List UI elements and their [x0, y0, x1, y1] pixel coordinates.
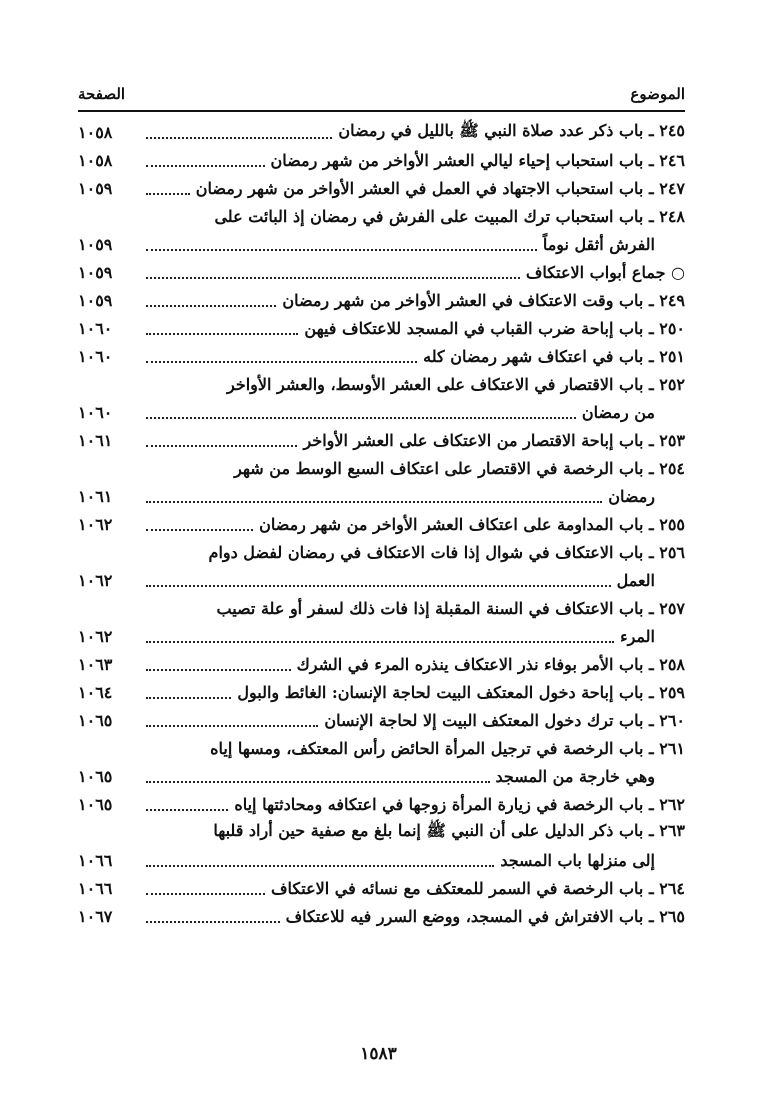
- toc-entry-line: [78, 482, 685, 510]
- toc-entry-title: ٢٦٥ ـ باب الافتراش في المسجد، ووضع السرر فيه للاعتكاف: [285, 906, 685, 926]
- toc-entry-line: [78, 762, 685, 790]
- toc-entry: [78, 286, 685, 314]
- toc-entry: [78, 790, 685, 818]
- toc-entry-title: ٢٥١ ـ باب في اعتكاف شهر رمضان كله: [423, 346, 685, 366]
- toc-entry-line: [78, 454, 685, 482]
- dot-leader: [146, 137, 332, 139]
- dot-leader: [146, 669, 291, 671]
- toc-entry-line: [78, 258, 685, 286]
- toc-section-heading: [78, 258, 685, 286]
- toc-entry-title: ٢٥٥ ـ باب المداومة على اعتكاف العشر الأواخر من شهر رمضان: [259, 514, 685, 534]
- toc-page-number: ١٠٦٠: [78, 346, 113, 366]
- toc-entry-line: [78, 510, 685, 538]
- toc-entry-line: [78, 286, 685, 314]
- dot-leader: [146, 529, 253, 531]
- toc-entry-line: [78, 146, 685, 174]
- toc-entry-title: ○ جماع أبواب الاعتكاف: [525, 262, 685, 282]
- toc-page-number: ١٠٥٨: [78, 150, 113, 170]
- dot-leader: [146, 865, 494, 867]
- toc-entry-title: ٢٦١ ـ باب الرخصة في ترجيل المرأة الحائض رأس المعتكف، ومسها إياه: [210, 738, 685, 758]
- toc-page-number: ١٠٥٩: [78, 262, 113, 282]
- toc-entry: [78, 818, 685, 874]
- toc-entry-line: [78, 426, 685, 454]
- toc-entry-title: ٢٤٨ ـ باب استحباب ترك المبيت على الفرش في رمضان إذ البائت على: [214, 206, 685, 226]
- toc-page-number: ١٠٥٩: [78, 234, 113, 254]
- toc-entry: [78, 538, 685, 594]
- toc-entry-line: [78, 398, 685, 426]
- toc-entry-title: ٢٥٣ ـ باب إباحة الاقتصار من الاعتكاف على العشر الأواخر: [303, 430, 685, 450]
- toc-entry-line: [78, 678, 685, 706]
- toc-entry-title: وهي خارجة من المسجد: [495, 766, 655, 786]
- dot-leader: [146, 893, 265, 895]
- toc-entry-line: [78, 706, 685, 734]
- dot-leader: [146, 921, 280, 923]
- toc-entry: [78, 342, 685, 370]
- toc-entry-title: رمضان: [608, 486, 655, 506]
- toc-entry-title: ٢٥٧ ـ باب الاعتكاف في السنة المقبلة إذا فات ذلك لسفر أو علة تصيب: [216, 598, 685, 618]
- dot-leader: [146, 585, 611, 587]
- toc-page-number: ١٠٦٠: [78, 402, 113, 422]
- toc-entry-title: ٢٥٦ ـ باب الاعتكاف في شوال إذا فات الاعتكاف في رمضان لفضل دوام: [208, 542, 685, 562]
- toc-entry-line: [78, 174, 685, 202]
- toc-entry-line: [78, 846, 685, 874]
- toc-entry-title: ٢٥٨ ـ باب الأمر بوفاء نذر الاعتكاف ينذره المرء في الشرك: [296, 654, 685, 674]
- toc-entry-title: المرء: [620, 626, 655, 646]
- toc-entry-line: [78, 622, 685, 650]
- toc-entry: [78, 594, 685, 650]
- toc-entry: [78, 734, 685, 790]
- dot-leader: [146, 333, 298, 335]
- toc-page-number: ١٠٦٢: [78, 514, 113, 534]
- dot-leader: [146, 445, 297, 447]
- toc-entry: [78, 706, 685, 734]
- toc-entry-line: [78, 818, 685, 846]
- toc-entry-title: ٢٥٩ ـ باب إباحة دخول المعتكف البيت لحاجة الإنسان: الغائط والبول: [237, 682, 685, 702]
- toc-entry-title: ٢٦٢ ـ باب الرخصة في زيارة المرأة زوجها في اعتكافه ومحادثتها إياه: [234, 794, 685, 814]
- page-number: ١٥٨٣: [360, 1044, 397, 1064]
- toc-entry: [78, 510, 685, 538]
- toc-entry: [78, 874, 685, 902]
- toc-entry-line: [78, 230, 685, 258]
- toc-page-number: ١٠٦٥: [78, 710, 113, 730]
- toc-entry-title: ٢٦٠ ـ باب ترك دخول المعتكف البيت إلا لحاجة الإنسان: [324, 710, 685, 730]
- toc-entry-line: [78, 650, 685, 678]
- toc-entry-title: الفرش أثقل نوماً: [542, 234, 655, 254]
- dot-leader: [146, 725, 318, 727]
- toc-entry-title: ٢٤٥ ـ باب ذكر عدد صلاة النبي ﷺ بالليل في رمضان: [338, 120, 685, 140]
- toc-entry-line: [78, 202, 685, 230]
- toc-entry-line: [78, 874, 685, 902]
- toc-entry-line: [78, 902, 685, 930]
- dot-leader: [146, 305, 276, 307]
- dot-leader: [146, 277, 520, 279]
- toc-page-number: ١٠٦٦: [78, 850, 113, 870]
- toc-entry-line: [78, 342, 685, 370]
- toc-entry: [78, 202, 685, 258]
- toc-entry: [78, 650, 685, 678]
- dot-leader: [146, 641, 614, 643]
- dot-leader: [146, 809, 228, 811]
- page-column-label: الصفحة: [78, 85, 126, 103]
- toc-entry-line: [78, 370, 685, 398]
- toc-entry-title: من رمضان: [581, 402, 655, 422]
- toc-entry-line: [78, 118, 685, 146]
- toc-page-number: ١٠٦٢: [78, 570, 113, 590]
- dot-leader: [146, 417, 576, 419]
- dot-leader: [146, 165, 265, 167]
- toc-entry-title: ٢٦٣ ـ باب ذكر الدليل على أن النبي ﷺ إنما بلغ مع صفية حين أراد قلبها: [213, 820, 685, 840]
- toc-entry-line: [78, 566, 685, 594]
- toc-entry-title: إلى منزلها باب المسجد: [500, 850, 655, 870]
- toc-page-number: ١٠٦١: [78, 430, 113, 450]
- toc-entry-line: [78, 594, 685, 622]
- toc-header: [78, 83, 685, 109]
- toc-entry-title: ٢٤٦ ـ باب استحباب إحياء ليالي العشر الأواخر من شهر رمضان: [270, 150, 685, 170]
- toc-page-number: ١٠٦٥: [78, 766, 113, 786]
- toc-entry-line: [78, 734, 685, 762]
- toc-entry: [78, 146, 685, 174]
- toc-entry-line: [78, 314, 685, 342]
- header-rule: [78, 110, 685, 112]
- toc-page-number: ١٠٦٥: [78, 794, 113, 814]
- toc-entry: [78, 174, 685, 202]
- topic-column-label: الموضوع: [630, 85, 685, 103]
- toc-page-number: ١٠٦٣: [78, 654, 113, 674]
- toc-entry: [78, 454, 685, 510]
- toc-entry-title: ٢٥٠ ـ باب إباحة ضرب القباب في المسجد للاعتكاف فيهن: [304, 318, 685, 338]
- dot-leader: [146, 501, 602, 503]
- dot-leader: [146, 193, 190, 195]
- toc-page-number: ١٠٦٦: [78, 878, 113, 898]
- toc-entry: [78, 902, 685, 930]
- toc-entry-title: ٢٤٩ ـ باب وقت الاعتكاف في العشر الأواخر من شهر رمضان: [282, 290, 685, 310]
- toc-entry: [78, 678, 685, 706]
- toc-entry-title: العمل: [616, 570, 655, 590]
- toc-entry-title: ٢٦٤ ـ باب الرخصة في السمر للمعتكف مع نسائه في الاعتكاف: [270, 878, 685, 898]
- dot-leader: [146, 249, 537, 251]
- toc-page-number: ١٠٥٩: [78, 178, 113, 198]
- toc-entry-title: ٢٥٢ ـ باب الاقتصار في الاعتكاف على العشر الأوسط، والعشر الأواخر: [226, 374, 685, 394]
- toc-entry-line: [78, 538, 685, 566]
- toc-page-number: ١٠٥٨: [78, 122, 113, 142]
- toc-list: [78, 118, 685, 930]
- toc-entry-title: ٢٥٤ ـ باب الرخصة في الاقتصار على اعتكاف السبع الوسط من شهر: [234, 458, 685, 478]
- toc-page-number: ١٠٦٢: [78, 626, 113, 646]
- toc-entry: [78, 118, 685, 146]
- toc-entry: [78, 314, 685, 342]
- toc-entry: [78, 370, 685, 426]
- dot-leader: [146, 697, 231, 699]
- toc-entry-title: ٢٤٧ ـ باب استحباب الاجتهاد في العمل في العشر الأواخر من شهر رمضان: [195, 178, 685, 198]
- toc-page-number: ١٠٦٤: [78, 682, 113, 702]
- toc-entry-line: [78, 790, 685, 818]
- toc-page-number: ١٠٦٠: [78, 318, 113, 338]
- toc-page-number: ١٠٥٩: [78, 290, 113, 310]
- toc-entry: [78, 426, 685, 454]
- toc-page-number: ١٠٦٧: [78, 906, 113, 926]
- dot-leader: [146, 361, 417, 363]
- dot-leader: [146, 781, 490, 783]
- toc-page-number: ١٠٦١: [78, 486, 113, 506]
